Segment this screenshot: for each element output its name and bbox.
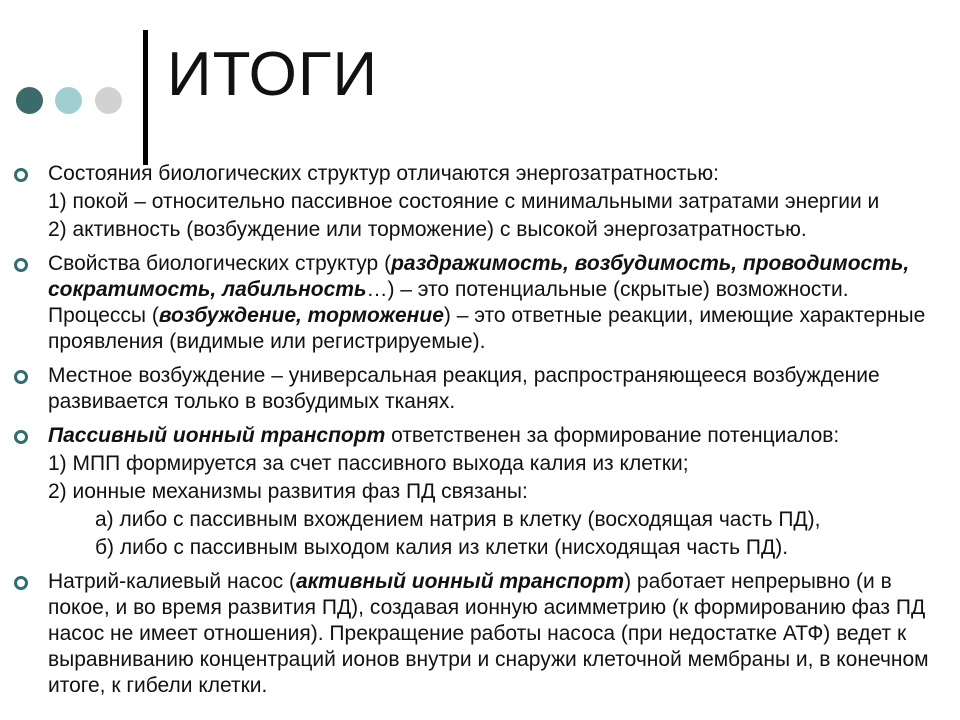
bullet-icon — [14, 168, 28, 182]
list-item — [0, 251, 948, 355]
text-segment: активный ионный транспорт — [295, 570, 625, 593]
text-segment: Свойства биологических структур ( — [48, 252, 392, 275]
text-segment: …) – это потенциальные (скрытые) возможности. Процессы ( — [48, 278, 849, 327]
bullet-icon — [14, 430, 28, 444]
text-segment: б) либо с пассивным выходом калия из клетки (нисходящая часть ПД). — [95, 536, 789, 559]
decor-circle-dark — [16, 87, 43, 114]
bullet-paragraph — [48, 161, 948, 187]
bullet-paragraph — [48, 569, 948, 699]
text-segment: возбуждение, торможение — [158, 304, 444, 327]
text-segment: ) – это ответные реакции, имеющие характерные проявления (видимые или регистрируемые). — [48, 304, 926, 353]
bullet-paragraph — [48, 363, 948, 415]
bullet-paragraph — [48, 507, 948, 533]
bullet-paragraph — [48, 217, 948, 243]
text-segment: а) либо с пассивным вхождением натрия в клетку (восходящая часть ПД), — [95, 508, 821, 531]
bullet-paragraph — [48, 423, 948, 449]
text-segment: Натрий-калиевый насос ( — [48, 570, 296, 593]
text-segment: 2) активность (возбуждение или торможение) с высокой энергозатратностью. — [48, 218, 807, 241]
decor-circle-light — [55, 87, 82, 114]
list-item — [0, 161, 948, 243]
text-segment: Пассивный ионный транспорт — [48, 424, 386, 447]
text-segment: 2) ионные механизмы развития фаз ПД связаны: — [48, 480, 528, 503]
bullet-paragraph — [48, 451, 948, 477]
text-segment: 1) МПП формируется за счет пассивного выхода калия из клетки; — [48, 452, 689, 475]
list-item — [0, 569, 948, 699]
text-segment: ) работает непрерывно (и в покое, и во время развития ПД), создавая ионную асимметрию (к формированию фаз ПД насос не имеет отношения). Прекращение работы насоса (при недостатке АТФ) ведет к выравниванию концентраций ионов внутри и снаружи клеточной мембраны и, в конечном итоге, к гибели клетки. — [48, 570, 929, 697]
bullet-paragraph — [48, 251, 948, 355]
text-segment: раздражимость, возбудимость, проводимость, сократимость, лабильность — [48, 252, 910, 301]
text-segment: Местное возбуждение – универсальная реакция, распространяющееся возбуждение развивается только в возбудимых тканях. — [48, 364, 880, 413]
list-item — [0, 363, 948, 415]
bullet-list — [0, 161, 948, 707]
slide-title: ИТОГИ — [167, 40, 379, 109]
text-segment: ответственен за формирование потенциалов: — [385, 424, 840, 447]
text-segment: 1) покой – относительно пассивное состояние с минимальными затратами энергии и — [48, 190, 880, 213]
bullet-paragraph — [48, 479, 948, 505]
list-item — [0, 423, 948, 561]
title-divider-bar — [143, 30, 148, 165]
bullet-paragraph — [48, 535, 948, 561]
bullet-icon — [14, 258, 28, 272]
text-segment: Состояния биологических структур отличаются энергозатратностью: — [48, 162, 719, 185]
bullet-paragraph — [48, 189, 948, 215]
bullet-icon — [14, 576, 28, 590]
bullet-icon — [14, 370, 28, 384]
decor-circle-gray — [95, 87, 122, 114]
